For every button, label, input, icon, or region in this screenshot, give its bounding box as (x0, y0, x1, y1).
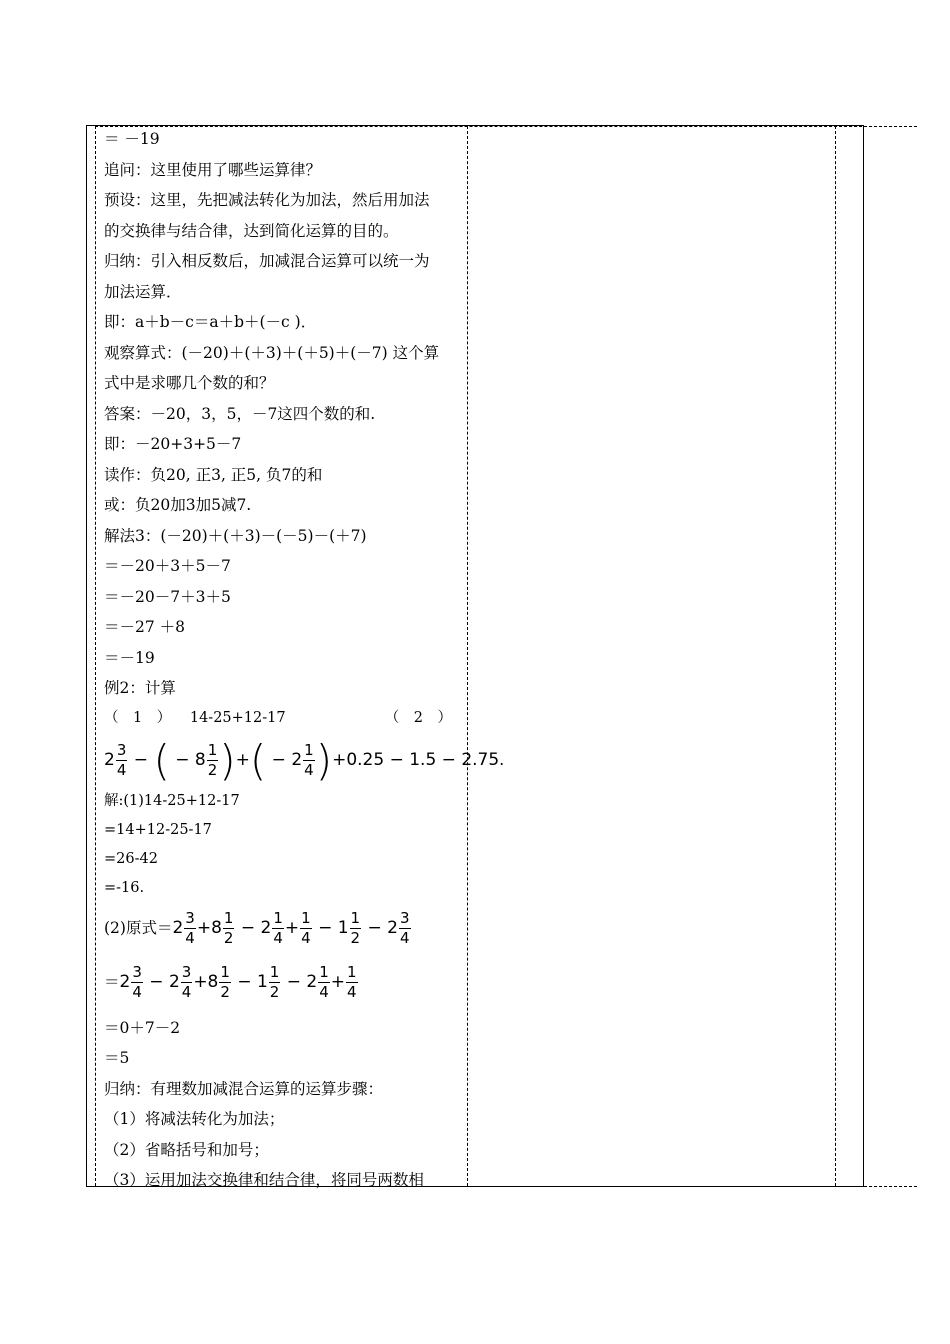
summary-line: （3）运用加法交换律和结合律，将同号两数相 (104, 1171, 424, 1189)
text-line: ＝－27 ＋8 (104, 618, 186, 636)
column-divider (835, 126, 836, 1186)
text-line: ＝0＋7－2 (104, 1018, 181, 1037)
question-2-expression: 2 $\frac{3}{4}$ − ( − 8 $\frac{1}{2}$ )+( − 2 $\frac{1}{4}$ )+0.25 − 1.5 − 2.75. (104, 735, 505, 785)
text-line: 的交换律与结合律，达到简化运算的目的。 (104, 221, 399, 240)
text-line: 即：－20+3+5－7 (104, 435, 242, 453)
text-line: ＝－19 (104, 648, 155, 667)
text-line: 追问：这里使用了哪些运算律？ (104, 160, 322, 179)
column-divider (95, 126, 96, 1186)
question-1-expression: 14-25+12-17 (189, 709, 286, 726)
text-line: 式中是求哪几个数的和？ (104, 374, 275, 392)
summary-line: （2）省略括号和加号； (104, 1140, 269, 1159)
text-line: ＝－20＋3＋5－7 (104, 557, 231, 575)
text-line: 解法3：(－20)＋(＋3)－(－5)－(＋7) (104, 526, 367, 545)
fraction: $\frac{3}{4}$ (116, 741, 127, 779)
solution-line: 解:(1)14-25+12-17 (104, 792, 240, 809)
text-line: 答案：－20，3，5，－7这四个数的和. (104, 404, 376, 423)
solution-2-line-2: ＝2 $\frac{3}{4}$ − 2 $\frac{3}{4}$ +8 $\frac{1}{2}$ − 1 $\frac{1}{2}$ − 2 $\frac{1}{4}$ + $\frac{1}{4}$ (104, 963, 357, 1001)
solution-line: =-16. (104, 879, 145, 896)
text-line: 例2：计算 (104, 679, 176, 697)
text-line: 即：a＋b－c＝a＋b＋(－c )． (104, 313, 317, 331)
solution-line: =26-42 (104, 850, 158, 867)
teaching-process-cell (104, 124, 505, 1189)
solution-2-line-1: (2)原式＝2 $\frac{3}{4}$ +8 $\frac{1}{2}$ − 2 $\frac{1}{4}$ + $\frac{1}{4}$ − 1 $\frac{1}{2}$ − 2 $\frac{3}{4}$ (104, 909, 410, 947)
text-line: 预设：这里，先把减法转化为加法，然后用加法 (104, 191, 430, 209)
text-line: 归纳：引入相反数后，加减混合运算可以统一为 (104, 252, 430, 270)
question-1-label: （ 1 ） (104, 709, 172, 726)
question-2-label: （ 2 ） (384, 709, 452, 726)
text-line: ＝－20－7＋3＋5 (104, 587, 231, 606)
column-divider (467, 126, 468, 1186)
fraction: $\frac{1}{2}$ (207, 741, 218, 779)
text-line: 或：负20加3加5减7. (104, 496, 252, 514)
solution-2-prefix: (2)原式＝ (104, 918, 173, 937)
example-2-questions (104, 704, 466, 733)
summary-line: （1）将减法转化为加法； (104, 1110, 285, 1128)
solution-line: =14+12-25-17 (104, 821, 212, 838)
text-line: 读作：负20, 正3, 正5, 负7的和 (104, 465, 323, 484)
fraction: $\frac{1}{4}$ (304, 741, 314, 779)
text-line: 加法运算． (104, 282, 182, 301)
text-line: ＝ －19 (104, 130, 160, 148)
text-line: 观察算式：(－20)＋(＋3)＋(＋5)＋(－7) 这个算 (104, 343, 440, 362)
summary-line: 归纳：有理数加减混合运算的运算步骤： (104, 1079, 384, 1098)
text-line: ＝5 (104, 1049, 130, 1067)
